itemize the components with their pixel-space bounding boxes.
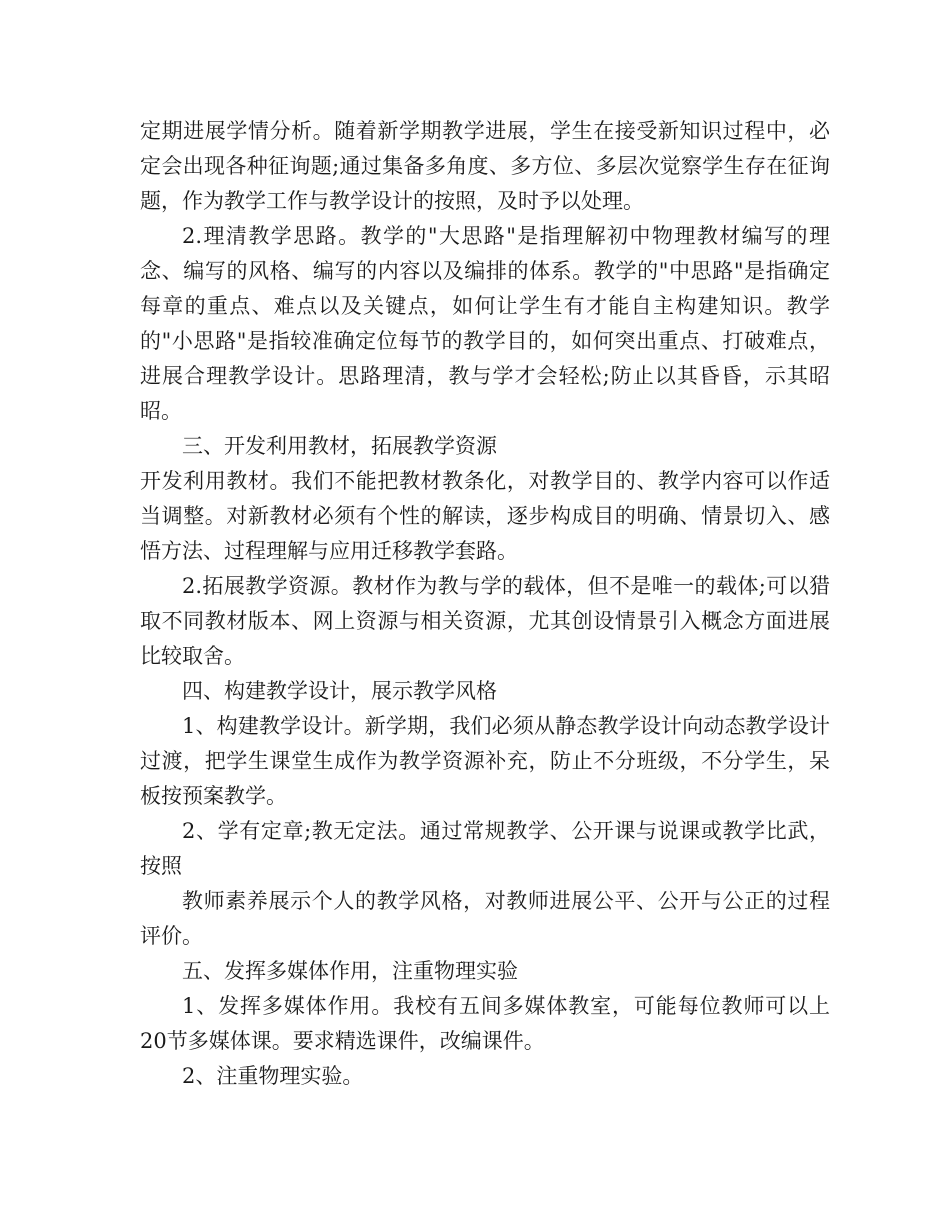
paragraph-multimedia: 1、发挥多媒体作用。我校有五间多媒体教室，可能每位教师可以上20节多媒体课。要求精选课件，改编课件。: [140, 994, 830, 1053]
paragraph-teaching-style: 2、学有定章;教无定法。通过常规教学、公开课与说课或教学比武，按照: [140, 819, 830, 878]
section-heading-5: 五、发挥多媒体作用，注重物理实验: [182, 959, 518, 983]
section-heading-4: 四、构建教学设计，展示教学风格: [182, 679, 497, 703]
paragraph-teaching-approach: 2.理清教学思路。教学的"大思路"是指理解初中物理教材编写的理念、编写的风格、编写的内容以及编排的体系。教学的"中思路"是指确定每章的重点、难点以及关键点，如何让学生有才能自主构建知识。教学的"小思路"是指较准确定位每节的教学目的，如何突出重点、打破难点，进展合理教学设计。思路理清，教与学才会轻松;防止以其昏昏，示其昭昭。: [140, 224, 830, 423]
paragraph-use-textbooks: 开发利用教材。我们不能把教材教条化，对教学目的、教学内容可以作适当调整。对新教材必须有个性的解读，逐步构成目的明确、情景切入、感悟方法、过程理解与应用迁移教学套路。: [140, 469, 830, 563]
paragraph-build-design: 1、构建教学设计。新学期，我们必须从静态教学设计向动态教学设计过渡，把学生课堂生成作为教学资源补充，防止不分班级，不分学生，呆板按预案教学。: [140, 714, 830, 808]
paragraph-teacher-quality: 教师素养展示个人的教学风格，对教师进展公平、公开与公正的过程评价。: [140, 889, 830, 948]
document-body: [140, 114, 830, 1094]
section-heading-3: 三、开发利用教材，拓展教学资源: [182, 434, 497, 458]
paragraph-experiments: 2、注重物理实验。: [182, 1064, 364, 1088]
paragraph-continuation: 定期进展学情分析。随着新学期教学进展，学生在接受新知识过程中，必定会出现各种征询题;通过集备多角度、多方位、多层次觉察学生存在征询题，作为教学工作与教学设计的按照，及时予以处理。: [140, 119, 830, 213]
paragraph-expand-resources: 2.拓展教学资源。教材作为教与学的载体，但不是唯一的载体;可以猎取不同教材版本、网上资源与相关资源，尤其创设情景引入概念方面进展比较取舍。: [140, 574, 830, 668]
